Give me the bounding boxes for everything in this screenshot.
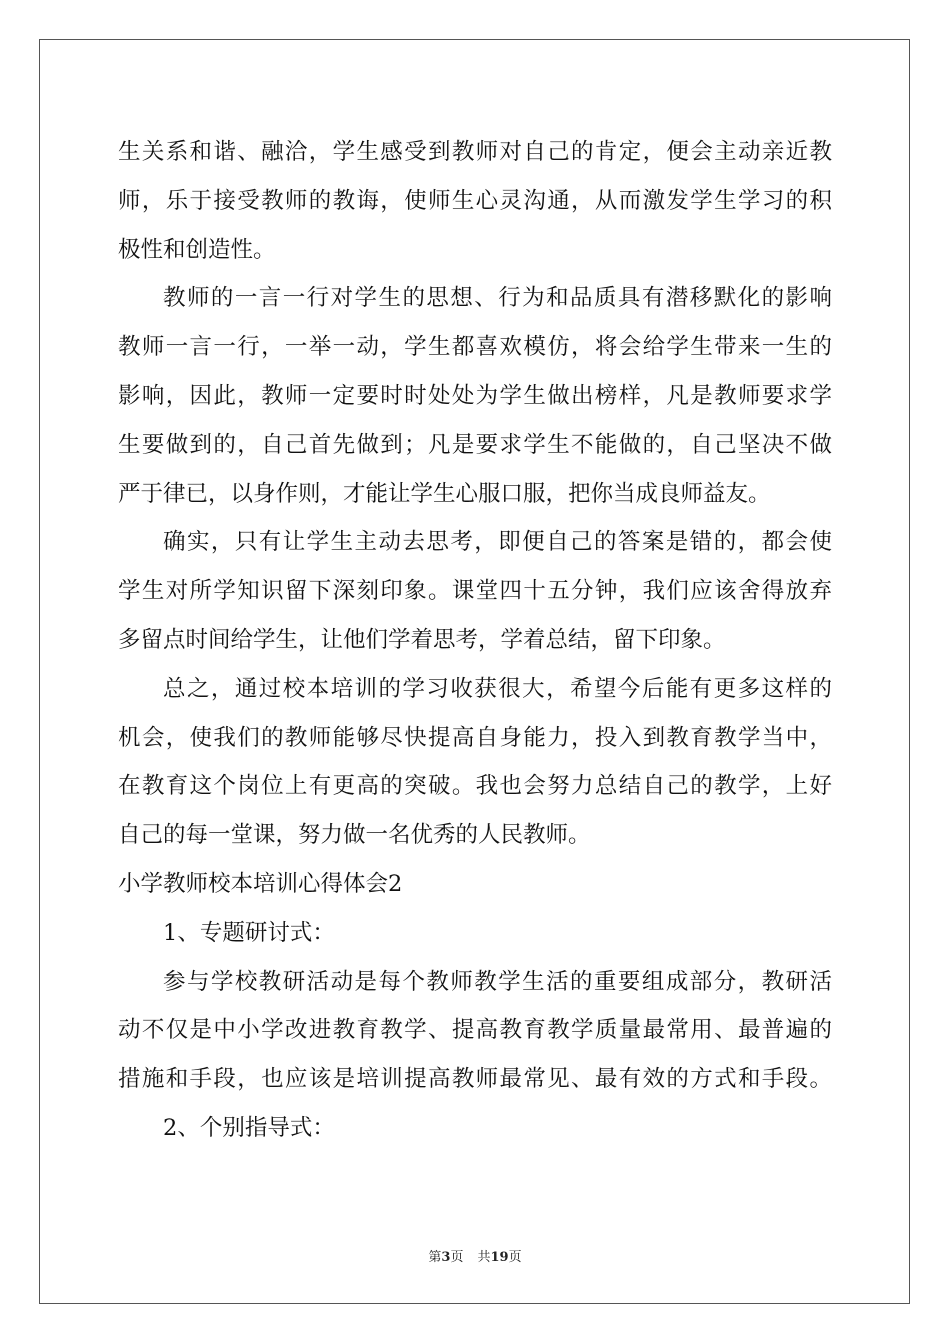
page-footer — [0, 1246, 950, 1265]
text-line: 学生对所学知识留下深刻印象。课堂四十五分钟，我们应该舍得放弃 — [118, 578, 832, 605]
text-line: 教师的一言一行对学生的思想、行为和品质具有潜移默化的影响 — [163, 285, 832, 312]
text-line: 在教育这个岗位上有更高的突破。我也会努力总结自己的教学，上好 — [118, 773, 832, 800]
footer-prefix: 第 — [428, 1250, 442, 1265]
text-line: 生要做到的，自己首先做到；凡是要求学生不能做的，自己坚决不做 — [118, 431, 832, 458]
footer-total-suffix: 页 — [508, 1250, 522, 1265]
document-body — [118, 128, 832, 1153]
footer-total-prefix: 共 — [477, 1250, 491, 1265]
text-line: 极性和创造性。 — [118, 236, 276, 263]
text-line: 机会，使我们的教师能够尽快提高自身能力，投入到教育教学当中， — [118, 724, 832, 751]
footer-page-number: 3 — [441, 1250, 451, 1265]
text-line: 总之，通过校本培训的学习收获很大，希望今后能有更多这样的 — [163, 675, 832, 702]
text-line: 2、个别指导式： — [163, 1114, 335, 1141]
text-line: 影响，因此，教师一定要时时处处为学生做出榜样，凡是教师要求学 — [118, 382, 832, 409]
text-line: 教师一言一行，一举一动，学生都喜欢模仿，将会给学生带来一生的 — [118, 334, 832, 361]
text-line: 1、专题研讨式： — [163, 919, 335, 946]
text-line: 师，乐于接受教师的教诲，使师生心灵沟通，从而激发学生学习的积 — [118, 187, 832, 214]
footer-total-pages: 19 — [490, 1250, 509, 1265]
text-line: 严于律已，以身作则，才能让学生心服口服，把你当成良师益友。 — [118, 480, 771, 507]
text-line: 自己的每一堂课，努力做一名优秀的人民教师。 — [118, 822, 591, 849]
text-line: 措施和手段，也应该是培训提高教师最常见、最有效的方式和手段。 — [118, 1066, 832, 1093]
text-line: 多留点时间给学生，让他们学着思考，学着总结，留下印象。 — [118, 626, 726, 653]
text-line: 生关系和谐、融洽，学生感受到教师对自己的肯定，便会主动亲近教 — [118, 139, 832, 165]
text-line: 动不仅是中小学改进教育教学、提高教育教学质量最常用、最普遍的 — [118, 1017, 832, 1044]
footer-page-suffix: 页 — [450, 1250, 464, 1265]
text-line: 参与学校教研活动是每个教师教学生活的重要组成部分，教研活 — [163, 968, 832, 995]
text-line: 小学教师校本培训心得体会2 — [118, 870, 403, 897]
text-line: 确实，只有让学生主动去思考，即便自己的答案是错的，都会使 — [163, 529, 832, 556]
